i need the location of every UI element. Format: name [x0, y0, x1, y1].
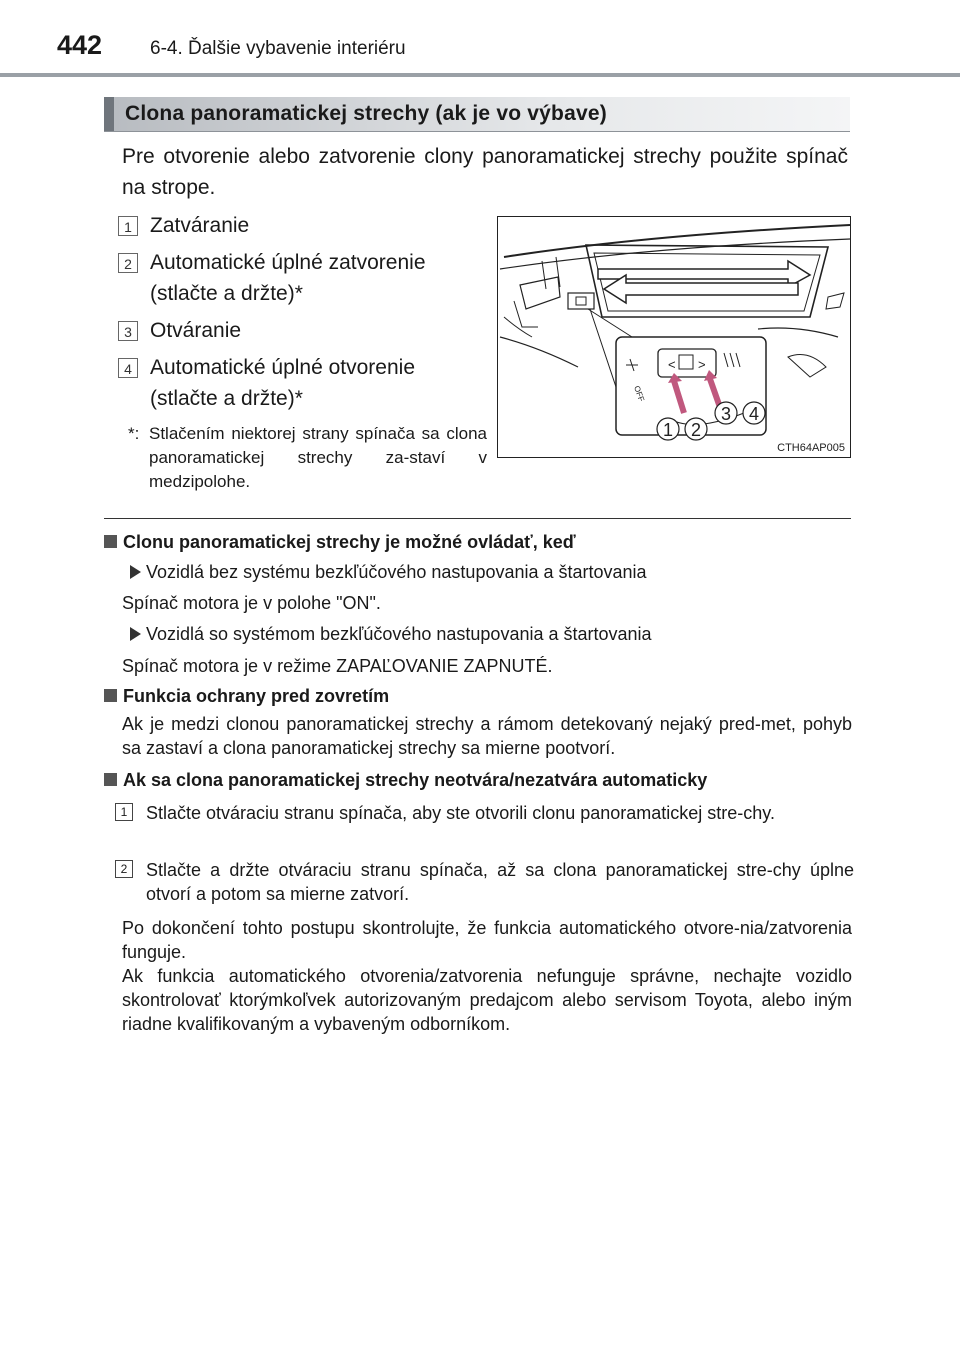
item-number: 1	[118, 216, 138, 236]
svg-text:>: >	[698, 357, 706, 372]
triangle-bullet-icon	[130, 627, 141, 641]
protection-heading-text: Funkcia ochrany pred zovretím	[123, 686, 390, 706]
after-paragraph-2: Ak funkcia automatického otvorenia/zatvorenia nefunguje správne, nechajte vozidlo skontrolovať ktorýmkoľvek autorizovaným predajcom alebo servisom Toyota, alebo iným riadne kvalifikovaným a vybaveným odborníkom.	[122, 966, 852, 1034]
item-number: 2	[118, 253, 138, 273]
conditions-heading	[104, 530, 576, 554]
triangle-bullet-icon	[130, 565, 141, 579]
step-number: 1	[115, 803, 133, 821]
footnote-mark: *:	[128, 424, 140, 443]
roof-switch-illustration	[497, 216, 851, 458]
square-bullet-icon	[104, 535, 117, 548]
callout-2: 2	[690, 420, 702, 440]
intro-paragraph: Pre otvorenie alebo zatvorenie clony panoramatickej strechy použite spínač na strope.	[122, 145, 848, 199]
protection-text: Ak je medzi clonou panoramatickej strechy a rámom detekovaný nejaký pred-met, pohyb sa zastaví a clona panoramatickej strechy sa mierne pootvorí.	[122, 714, 852, 758]
step-text: Stlačte otváraciu stranu spínača, aby ste otvorili clonu panoramatickej stre-chy.	[146, 803, 775, 823]
figure-code: CTH64AP005	[777, 442, 845, 454]
section-title: Clona panoramatickej strechy (ak je vo výbave)	[125, 102, 607, 125]
footnote-text: Stlačením niektorej strany spínača sa clona panoramatickej strechy za-staví v medzipolohe.	[149, 424, 487, 491]
item-number: 3	[118, 321, 138, 341]
manual-heading	[104, 768, 707, 792]
protection-heading	[104, 684, 389, 708]
callout-3: 3	[720, 404, 732, 424]
after-paragraph: Po dokončení tohto postupu skontrolujte, že funkcia automatického otvore-nia/zatvorenia funguje.	[122, 918, 852, 962]
step-text: Stlačte a držte otváraciu stranu spínača, až sa clona panoramatickej stre-chy úplne otvorí a potom sa mierne zatvorí.	[146, 860, 854, 904]
item-number: 4	[118, 358, 138, 378]
section-heading-bar	[104, 97, 850, 132]
item-text: Automatické úplné otvorenie (stlačte a držte)*	[150, 356, 415, 410]
item-text: Automatické úplné zatvorenie (stlačte a držte)*	[150, 251, 426, 305]
page-number: 442	[57, 30, 103, 60]
condition-text: Spínač motora je v polohe "ON".	[122, 593, 381, 613]
item-text: Otváranie	[150, 319, 242, 342]
condition-title-text: Vozidlá bez systému bezkľúčového nastupovania a štartovania	[146, 562, 647, 582]
item-text: Zatváranie	[150, 214, 250, 237]
chapter-title: 6-4. Ďalšie vybavenie interiéru	[150, 38, 406, 59]
square-bullet-icon	[104, 689, 117, 702]
header-divider	[0, 73, 960, 77]
callout-4: 4	[748, 404, 760, 424]
conditions-heading-text: Clonu panoramatickej strechy je možné ovládať, keď	[123, 532, 576, 552]
svg-text:<: <	[668, 357, 676, 372]
condition-title	[130, 560, 647, 584]
condition-title	[130, 622, 652, 646]
condition-title-text: Vozidlá so systémom bezkľúčového nastupovania a štartovania	[146, 624, 652, 644]
condition-text: Spínač motora je v režime ZAPAĽOVANIE ZAPNUTÉ.	[122, 656, 553, 676]
illustration-drawing	[498, 217, 850, 457]
section-divider	[104, 518, 851, 519]
step-number: 2	[115, 860, 133, 878]
off-label: OFF	[632, 384, 647, 403]
callout-1: 1	[662, 420, 674, 440]
section-marker	[104, 97, 114, 131]
square-bullet-icon	[104, 773, 117, 786]
manual-heading-text: Ak sa clona panoramatickej strechy neotvára/nezatvára automaticky	[123, 770, 708, 790]
